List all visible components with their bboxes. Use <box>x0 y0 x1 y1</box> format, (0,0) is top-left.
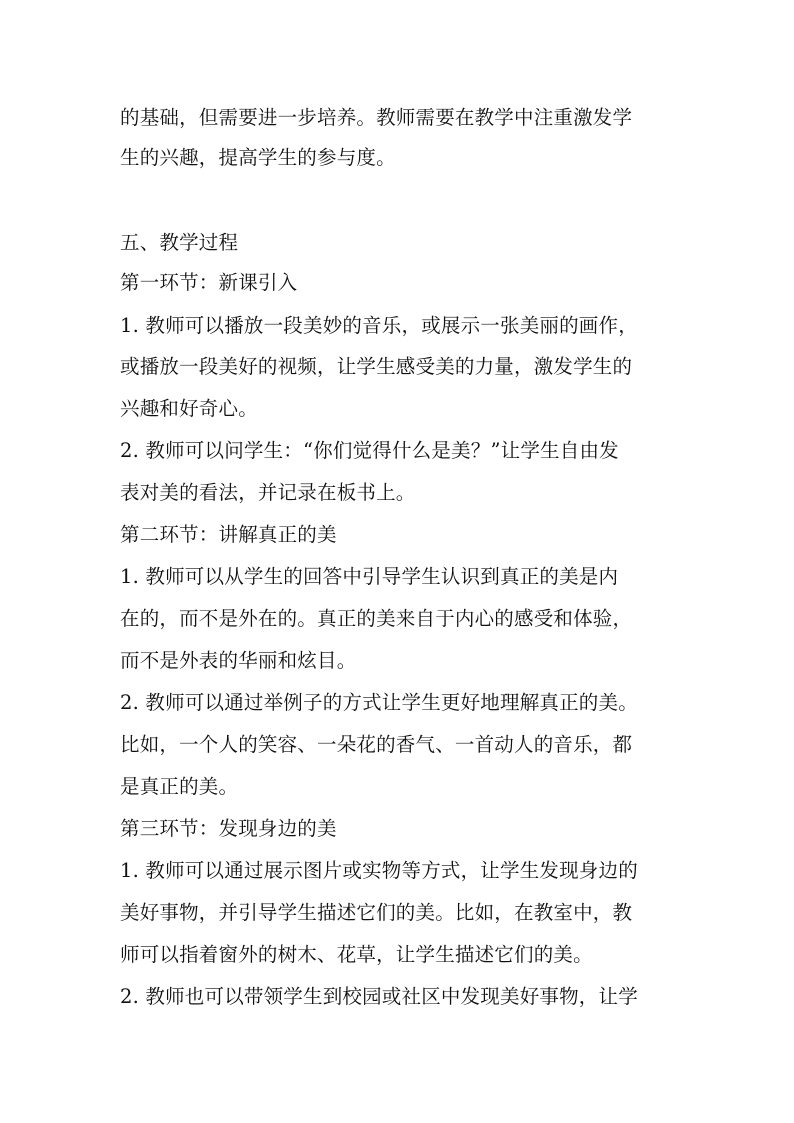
paragraph-line: 而不是外表的华丽和炫目。 <box>120 649 357 672</box>
paragraph-line: 2. 教师可以问学生：“你们觉得什么是美？”让学生自由发 <box>120 439 619 462</box>
paragraph-line: 2. 教师也可以带领学生到校园或社区中发现美好事物，让学 <box>120 985 638 1008</box>
subsection-heading: 第二环节：讲解真正的美 <box>120 523 337 546</box>
subsection-heading: 第三环节：发现身边的美 <box>120 817 337 840</box>
paragraph-line: 兴趣和好奇心。 <box>120 397 258 420</box>
paragraph-line: 生的兴趣，提高学生的参与度。 <box>120 146 396 169</box>
paragraph-line: 1. 教师可以通过展示图片或实物等方式，让学生发现身边的 <box>120 859 638 882</box>
paragraph-line: 1. 教师可以从学生的回答中引导学生认识到真正的美是内 <box>120 565 619 588</box>
paragraph-line: 的基础，但需要进一步培养。教师需要在教学中注重激发学 <box>120 106 633 129</box>
paragraph-line: 2. 教师可以通过举例子的方式让学生更好地理解真正的美。 <box>120 691 638 714</box>
paragraph-line: 1. 教师可以播放一段美妙的音乐，或展示一张美丽的画作， <box>120 314 638 337</box>
paragraph-line: 表对美的看法，并记录在板书上。 <box>120 481 416 504</box>
paragraph-line: 比如，一个人的笑容、一朵花的香气、一首动人的音乐，都 <box>120 733 633 756</box>
subsection-heading: 第一环节：新课引入 <box>120 271 298 294</box>
paragraph-line: 在的，而不是外在的。真正的美来自于内心的感受和体验， <box>120 607 633 630</box>
paragraph-line: 是真正的美。 <box>120 775 239 798</box>
paragraph-line: 师可以指着窗外的树木、花草，让学生描述它们的美。 <box>120 943 593 966</box>
paragraph-line: 美好事物，并引导学生描述它们的美。比如，在教室中，教 <box>120 901 633 924</box>
section-heading: 五、教学过程 <box>120 231 239 254</box>
paragraph-line: 或播放一段美好的视频，让学生感受美的力量，激发学生的 <box>120 355 633 378</box>
